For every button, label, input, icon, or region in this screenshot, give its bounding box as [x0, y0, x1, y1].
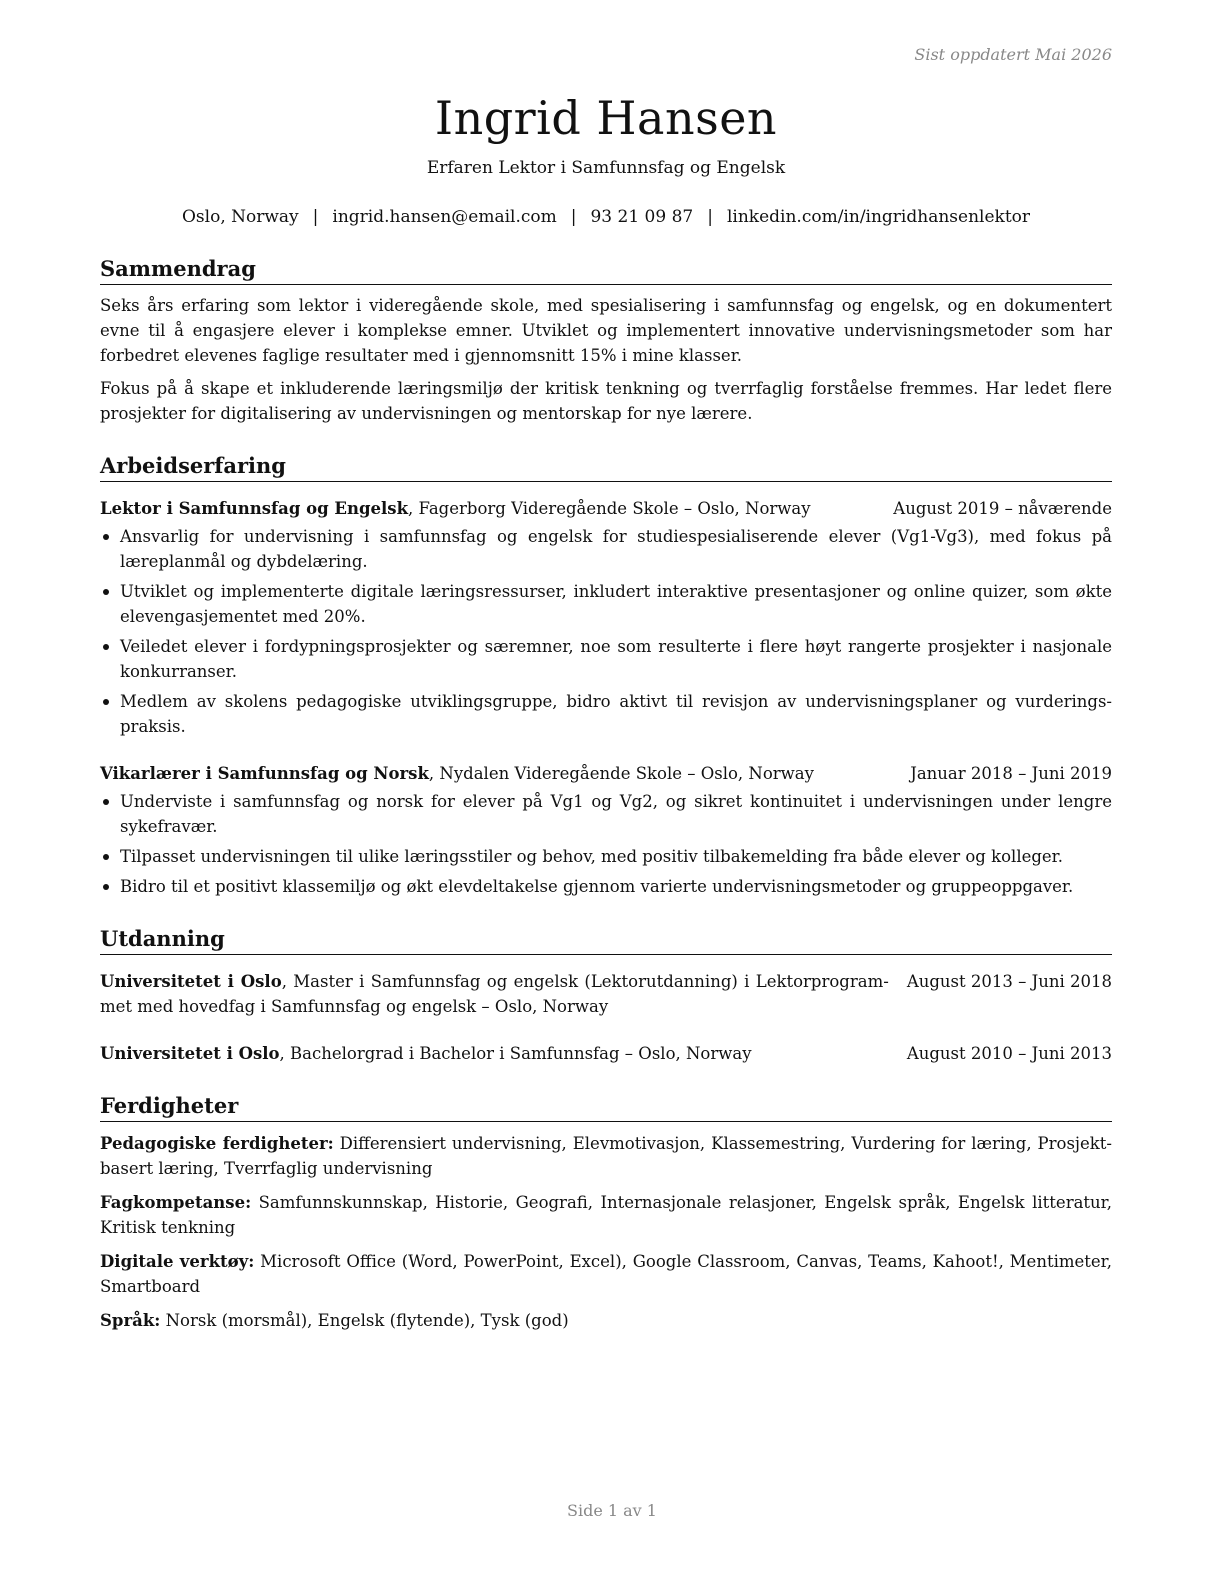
skill-label: Språk: — [100, 1311, 161, 1330]
contact-separator: | — [707, 207, 713, 227]
bullet-icon — [103, 644, 109, 650]
bullet-text: Utviklet og implementerte digitale læringsressurser, inkludert interaktive presentasjoner og online quizer, som økte elevengasjementet med 20%. — [120, 582, 1112, 626]
education-title-line — [100, 1041, 907, 1066]
list-item — [100, 579, 1112, 629]
section-title-education: Utdanning — [100, 925, 1112, 955]
skill-row — [100, 1249, 1112, 1299]
contact-location: Oslo, Norway — [181, 207, 299, 227]
job-title-line — [100, 496, 893, 521]
skill-value: Microsoft Office (Word, PowerPoint, Excel), Google Classroom, Canvas, Teams, Kahoot!, Mentimeter, Smartboard — [100, 1252, 1112, 1296]
skill-row — [100, 1308, 1112, 1333]
bullet-text: Tilpasset undervisningen til ulike læringsstiler og behov, med positiv tilbakemelding fra både elever og kolleger. — [120, 847, 1064, 866]
list-item — [100, 689, 1112, 739]
page-number-footer: Side 1 av 1 — [567, 1501, 657, 1520]
bullet-icon — [103, 799, 109, 805]
skill-label: Digitale verktøy: — [100, 1252, 255, 1271]
contact-line — [100, 205, 1112, 229]
skill-value: Differensiert undervisning, Elevmotivasjon, Klassemestring, Vurdering for læring, Prosjekt-basert læring, Tverrfaglig undervisning — [100, 1134, 1112, 1178]
summary-paragraph: Fokus på å skape et inkluderende læringsmiljø der kritisk tenkning og tverrfaglig forståelse fremmes. Har ledet flere prosjekter for digitalisering av undervisningen og mentorskap for nye lærere. — [100, 379, 1112, 423]
list-item — [100, 844, 1112, 869]
education-school: Universitetet i Oslo — [100, 1044, 280, 1063]
job-entry — [100, 761, 1112, 899]
education-entry — [100, 969, 1112, 1019]
list-item — [100, 634, 1112, 684]
education-dates: August 2013 – Juni 2018 — [906, 972, 1112, 991]
skill-label: Pedagogiske ferdigheter: — [100, 1134, 334, 1153]
bullet-text: Bidro til et positivt klassemiljø og økt elevdeltakelse gjennom varierte undervisningsmetoder og gruppeoppgaver. — [120, 877, 1074, 896]
job-header — [100, 496, 1112, 521]
education-details: , Master i Samfunnsfag og engelsk (Lektorutdanning) i Lektorprogram-met med hovedfag i Samfunnsfag og engelsk – Oslo, Norway — [100, 972, 889, 1016]
contact-phone: 93 21 09 87 — [590, 207, 694, 227]
education-school: Universitetet i Oslo — [100, 972, 282, 991]
contact-linkedin[interactable]: linkedin.com/in/ingridhansenlektor — [726, 207, 1031, 227]
job-dates: August 2019 – nåværende — [893, 499, 1112, 518]
bullet-icon — [103, 854, 109, 860]
education-details: , Bachelorgrad i Bachelor i Samfunnsfag – Oslo, Norway — [279, 1044, 752, 1063]
section-title-summary: Sammendrag — [100, 255, 1112, 285]
bullet-icon — [103, 699, 109, 705]
education-header — [100, 969, 1112, 1019]
job-title-line — [100, 761, 910, 786]
list-item — [100, 789, 1112, 839]
bullet-icon — [103, 589, 109, 595]
bullet-icon — [103, 884, 109, 890]
section-title-experience: Arbeidserfaring — [100, 452, 1112, 482]
bullet-text: Veiledet elever i fordypningsprosjekter og særemner, noe som resulterte i flere høyt rangerte prosjekter i nasjonale konkurranser. — [120, 637, 1112, 681]
resume-page — [100, 40, 1112, 1333]
candidate-headline: Erfaren Lektor i Samfunnsfag og Engelsk — [426, 158, 786, 178]
skill-label: Fagkompetanse: — [100, 1193, 252, 1212]
job-header — [100, 761, 1112, 786]
job-bullet-list — [100, 789, 1112, 899]
contact-email[interactable]: ingrid.hansen@email.com — [332, 207, 557, 227]
job-details: , Fagerborg Videregående Skole – Oslo, Norway — [408, 499, 811, 518]
section-title-skills: Ferdigheter — [100, 1092, 1112, 1122]
bullet-text: Ansvarlig for undervisning i samfunnsfag og engelsk for studiespesialiserende elever (Vg1-Vg3), med fokus på læreplanmål og dybdelæring. — [120, 527, 1112, 571]
job-role: Lektor i Samfunnsfag og Engelsk — [100, 499, 409, 518]
bullet-text: Underviste i samfunnsfag og norsk for elever på Vg1 og Vg2, og sikret kontinuitet i undervisningen under lengre sykefravær. — [120, 792, 1112, 836]
contact-separator: | — [312, 207, 319, 227]
skill-row — [100, 1190, 1112, 1240]
candidate-name: Ingrid Hansen — [434, 91, 778, 145]
job-entry — [100, 496, 1112, 739]
job-dates: Januar 2018 – Juni 2019 — [910, 764, 1112, 783]
education-entry — [100, 1041, 1112, 1066]
education-header — [100, 1041, 1112, 1066]
contact-separator: | — [570, 207, 577, 227]
summary-paragraph: Seks års erfaring som lektor i videregående skole, med spesialisering i samfunnsfag og engelsk, og en dokumentert evne til å engasjere elever i komplekse emner. Utviklet og implementert innovative undervisningsmetoder som har forbedret elevenes faglige resultater med i gjennomsnitt 15% i mine klasser. — [100, 296, 1112, 365]
list-item — [100, 874, 1112, 899]
last-updated-note: Sist oppdatert Mai 2026 — [914, 45, 1112, 64]
job-role: Vikarlærer i Samfunnsfag og Norsk — [100, 764, 429, 783]
job-details: , Nydalen Videregående Skole – Oslo, Norway — [428, 764, 814, 783]
skill-row — [100, 1131, 1112, 1181]
skill-value: Samfunnskunnskap, Historie, Geografi, Internasjonale relasjoner, Engelsk språk, Engelsk litteratur, Kritisk tenkning — [100, 1193, 1112, 1237]
education-dates: August 2010 – Juni 2013 — [906, 1044, 1112, 1063]
skill-value: Norsk (morsmål), Engelsk (flytende), Tysk (god) — [160, 1311, 569, 1330]
bullet-icon — [103, 534, 109, 540]
list-item — [100, 524, 1112, 574]
bullet-text: Medlem av skolens pedagogiske utviklingsgruppe, bidro aktivt til revisjon av undervisningsplaner og vurderings-praksis. — [120, 692, 1112, 736]
job-bullet-list — [100, 524, 1112, 739]
education-title-line — [100, 969, 907, 1019]
